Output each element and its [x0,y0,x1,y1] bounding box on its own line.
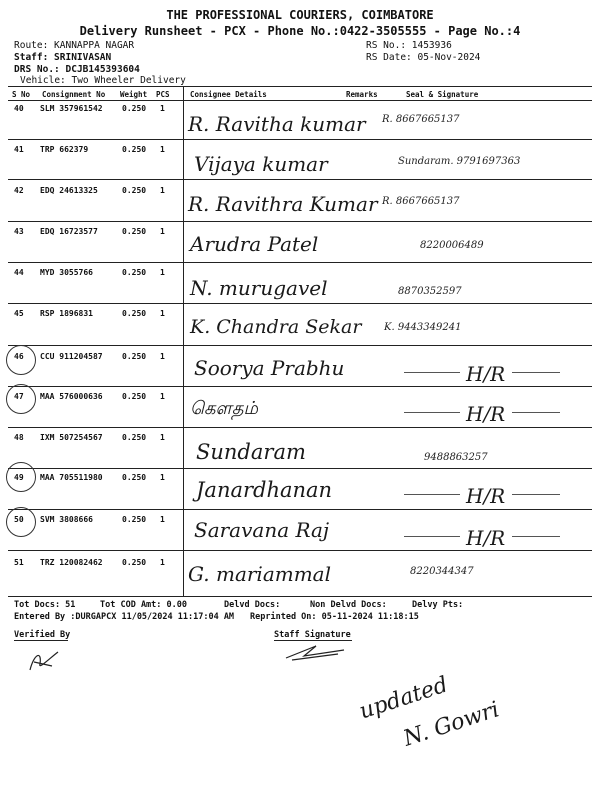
row-rule [8,303,592,304]
delivery-points: Delvy Pts: [412,600,464,610]
row-weight: 0.250 [122,558,147,567]
consignee-name: கௌதம் [190,398,258,419]
col-header-seal: Seal & Signature [406,90,479,99]
vehicle-label: Vehicle: Two Wheeler Delivery [20,75,186,86]
dash-mark [512,372,560,373]
row-pcs: 1 [160,186,165,195]
row-rule [8,550,592,551]
row-rule [8,179,592,180]
staff-signature-label: Staff Signature [274,630,351,640]
row-weight: 0.250 [122,227,147,236]
dash-mark [404,494,460,495]
rs-date: RS Date: 05-Nov-2024 [366,52,481,63]
consignee-name: Vijaya kumar [194,152,328,176]
row-consignment: SLM 357961542 [40,104,103,113]
verified-underline [14,640,68,641]
row-weight: 0.250 [122,104,147,113]
row-rule [8,139,592,140]
dash-mark [404,372,460,373]
staff-label: Staff: SRINIVASAN [14,52,112,63]
row-sno: 47 [14,392,24,401]
seal-signature: K. 9443349241 [384,322,462,333]
seal-signature: 8870352597 [398,286,462,297]
total-docs: Tot Docs: 51 [14,600,76,610]
row-rule [8,221,592,222]
drs-number [14,64,140,75]
dash-mark [512,536,560,537]
row-consignment: MAA 576000636 [40,392,103,401]
seal-signature: 9488863257 [424,452,488,463]
consignee-name: K. Chandra Sekar [190,316,362,338]
table-header-rule [8,100,592,101]
seal-signature: 8220344347 [410,566,474,577]
row-consignment: CCU 911204587 [40,352,103,361]
row-pcs: 1 [160,227,165,236]
col-header-sno: S No [12,90,31,99]
row-pcs: 1 [160,392,165,401]
entered-by: Entered By :DURGAPCX 11/05/2024 11:17:04 AM [14,612,235,622]
row-weight: 0.250 [122,515,147,524]
row-pcs: 1 [160,104,165,113]
row-consignment: RSP 1896831 [40,309,93,318]
seal-signature: R. 8667665137 [382,196,460,207]
row-consignment: TRZ 120082462 [40,558,103,567]
row-pcs: 1 [160,309,165,318]
row-pcs: 1 [160,268,165,277]
row-sno: 45 [14,309,24,318]
row-sno: 43 [14,227,24,236]
row-weight: 0.250 [122,309,147,318]
row-sno: 48 [14,433,24,442]
seal-signature: Sundaram. 9791697363 [398,156,521,167]
col-header-consignee: Consignee Details [190,90,267,99]
non-delivered-docs: Non Delvd Docs: [310,600,387,610]
row-pcs: 1 [160,515,165,524]
row-sno: 44 [14,268,24,277]
row-sno: 50 [14,515,24,524]
drs-value: DCJB145393604 [65,64,140,75]
document-title: THE PROFESSIONAL COURIERS, COIMBATORE [166,8,434,22]
row-rule [8,345,592,346]
consignee-column-rule [183,86,184,596]
drs-label: DRS No.: [14,64,60,75]
consignee-name: Soorya Prabhu [194,356,345,380]
row-weight: 0.250 [122,145,147,154]
row-weight: 0.250 [122,433,147,442]
annotation-updated: updated [356,672,452,725]
consignee-name: R. Ravithra Kumar [188,192,378,216]
consignee-name: Janardhanan [196,478,333,502]
row-sno: 46 [14,352,24,361]
consignee-name: Arudra Patel [190,232,319,256]
rs-number: RS No.: 1453936 [366,40,452,51]
consignee-name: Saravana Raj [194,518,330,542]
col-header-consignment: Consignment No [42,90,106,99]
delivered-docs: Delvd Docs: [224,600,281,610]
staff-signature [282,640,352,664]
row-sno: 42 [14,186,24,195]
seal-signature: H/R [466,362,506,386]
col-header-remarks: Remarks [346,90,378,99]
consignee-name: G. mariammal [188,562,331,586]
row-rule [8,596,592,597]
row-rule [8,386,592,387]
row-rule [8,427,592,428]
row-pcs: 1 [160,352,165,361]
row-sno: 49 [14,473,24,482]
row-sno: 41 [14,145,24,154]
row-weight: 0.250 [122,473,147,482]
verifier-signature [24,644,64,672]
document-subtitle: Delivery Runsheet - PCX - Phone No.:0422-3505555 - Page No.:4 [79,24,521,38]
row-weight: 0.250 [122,352,147,361]
verified-by-label: Verified By [14,630,71,640]
row-weight: 0.250 [122,268,147,277]
row-consignment: EDQ 16723577 [40,227,98,236]
reprinted-on: Reprinted On: 05-11-2024 11:18:15 [250,612,419,622]
dash-mark [404,412,460,413]
row-rule [8,262,592,263]
row-pcs: 1 [160,433,165,442]
annotation-name: N. Gowri [400,697,503,752]
consignee-name: N. murugavel [190,276,328,300]
total-cod-amount: Tot COD Amt: 0.00 [100,600,187,610]
row-rule [8,468,592,469]
col-header-weight: Weight [120,90,148,99]
row-pcs: 1 [160,473,165,482]
row-sno: 40 [14,104,24,113]
row-weight: 0.250 [122,186,147,195]
row-rule [8,509,592,510]
seal-signature: H/R [466,484,506,508]
row-consignment: MYD 3055766 [40,268,93,277]
row-consignment: SVM 3808666 [40,515,93,524]
consignee-name: Sundaram [196,440,306,464]
row-consignment: TRP 662379 [40,145,89,154]
row-pcs: 1 [160,145,165,154]
row-pcs: 1 [160,558,165,567]
seal-signature: R. 8667665137 [382,114,460,125]
seal-signature: H/R [466,526,506,550]
dash-mark [404,536,460,537]
dash-mark [512,494,560,495]
table-top-rule [8,86,592,87]
dash-mark [512,412,560,413]
row-consignment: EDQ 24613325 [40,186,98,195]
seal-signature: 8220006489 [420,240,484,251]
consignee-name: R. Ravitha kumar [188,112,366,136]
row-weight: 0.250 [122,392,147,401]
route-label: Route: KANNAPPA NAGAR [14,40,135,51]
col-header-pcs: PCS [156,90,170,99]
row-sno: 51 [14,558,24,567]
row-consignment: MAA 705511980 [40,473,103,482]
row-consignment: IXM 507254567 [40,433,103,442]
seal-signature: H/R [466,402,506,426]
